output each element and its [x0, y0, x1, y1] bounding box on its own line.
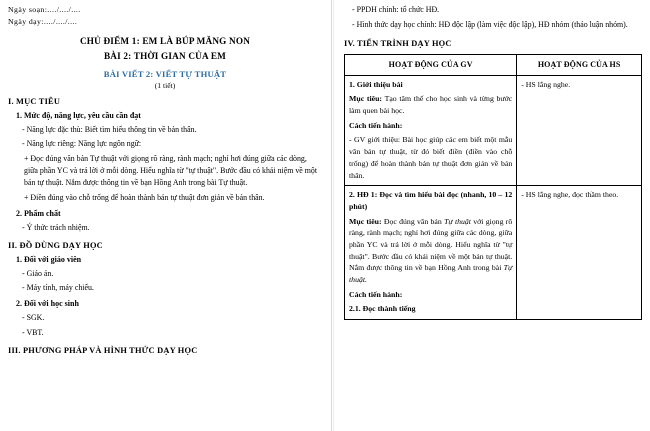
table-header-row: [345, 54, 642, 75]
paragraph-dien-dung-cho-trong: + Điền đúng vào chỗ trống để hoàn thành bản tự thuật đơn giản về bản thân.: [24, 192, 265, 202]
lesson-title: BÀI 2: THỜI GIAN CỦA EM: [103, 50, 227, 61]
table-row: [345, 75, 642, 186]
column-header-gv: HOẠT ĐỘNG CỦA GV: [345, 54, 517, 75]
page-gutter-line: [333, 0, 334, 431]
activity-2-title: 2. HĐ 1: Đọc và tìm hiểu bài đọc (nhanh, 10 – 12 phút): [349, 190, 513, 211]
paragraph-nang-luc-dac-thu: - Năng lực đặc thù: Biết tìm hiểu thông tin về bản thân.: [22, 124, 197, 134]
page-divider: [331, 0, 332, 431]
cell-hs-activity-2: [517, 186, 642, 320]
activity-1-objective: Mục tiêu: Tạo tâm thế cho học sinh và từng bước làm quen bài học.: [349, 94, 513, 116]
cell-hs-activity-1: [517, 75, 642, 186]
topic-title: CHỦ ĐIỂM 1: EM LÀ BÚP MĂNG NON: [79, 35, 251, 46]
header-line-day: Ngày dạy:..../..../....: [8, 17, 78, 27]
paragraph-y-thuc-trach-nhiem: - Ý thức trách nhiệm.: [22, 222, 90, 232]
paragraph-ppdh-chinh: - PPDH chính: tổ chức HĐ.: [352, 5, 440, 14]
activity-2-method-label: Cách tiến hành:: [349, 289, 403, 299]
paragraph-doc-dung-van-ban: + Đọc đúng văn bản Tự thuật với giọng rõ ràng, rành mạch; nghỉ hơi đúng giữa các dòng, giữa phần YC và trả lời ở mỗi dòng. Hiểu nghĩa từ "tự thuật". Bước đầu có khái niệm về một bản tự thuật. Nắm được thông tin về bạn Hồng Anh trong bài Tự thuật.: [24, 154, 318, 187]
teaching-activities-table: [344, 54, 642, 320]
subsection-heading-doi-voi-hoc-sinh: 2. Đối với học sinh: [16, 299, 79, 309]
column-header-hs: HOẠT ĐỘNG CỦA HS: [517, 54, 642, 75]
section-heading-muc-tieu: I. MỤC TIÊU: [8, 96, 61, 106]
subsection-heading-doi-voi-giao-vien: 1. Đối với giáo viên: [16, 254, 82, 264]
activity-2-step-2-1: 2.1. Đọc thành tiếng: [349, 304, 416, 314]
writing-title: BÀI VIẾT 2: VIẾT TỰ THUẬT: [103, 68, 227, 79]
section-heading-phuong-phap: III. PHƯƠNG PHÁP VÀ HÌNH THỨC DẠY HỌC: [8, 345, 198, 355]
activity-1-title: 1. Giới thiệu bài: [349, 79, 403, 89]
cell-gv-activity-2: [345, 186, 517, 320]
paragraph-vbt: - VBT.: [22, 327, 44, 337]
paragraph-giao-an: - Giáo án.: [22, 268, 54, 278]
table-row: [345, 186, 642, 320]
paragraph-may-tinh-may-chieu: - Máy tính, máy chiếu.: [22, 283, 94, 293]
activity-1-hs-step: - HS lắng nghe.: [521, 79, 571, 89]
paragraph-nang-luc-rieng: - Năng lực riêng: Năng lực ngôn ngữ:: [22, 138, 142, 148]
activity-2-hs-step: - HS lắng nghe, đọc thầm theo.: [521, 190, 619, 200]
activity-1-step: - GV giới thiệu: Bài học giúp các em biết một mẫu văn bản tự thuật, từ đó biết điền (điền vào chỗ trống) để hoàn thành bản tự thuật đơn giản về bản thân.: [349, 135, 513, 180]
activity-1-method-label: Cách tiến hành:: [349, 120, 403, 130]
section-heading-tien-trinh-day-hoc: IV. TIẾN TRÌNH DẠY HỌC: [344, 38, 452, 48]
paragraph-sgk: - SGK.: [22, 313, 45, 323]
duration-label: (1 tiết): [154, 80, 176, 90]
right-page-column: [336, 0, 650, 431]
subsection-heading-pham-chat: 2. Phẩm chất: [16, 208, 61, 218]
paragraph-hinh-thuc-day-hoc: - Hình thức dạy học chính: HĐ độc lập (làm việc độc lập), HĐ nhóm (thảo luận nhóm).: [352, 19, 628, 29]
subsection-heading-muc-do: 1. Mức độ, năng lực, yêu cầu cần đạt: [16, 110, 141, 120]
cell-gv-activity-1: [345, 75, 517, 186]
activity-2-objective: Mục tiêu: Đọc đúng văn bản Tự thuật với giọng rõ ràng, rành mạch; nghỉ hơi đúng giữa các dòng, giữa phần YC và trả lời ở mỗi dòng. Hiểu nghĩa từ "tự thuật". Bước đầu có khái niệm về một bản tự thuật. Nắm được thông tin về bạn Hồng Anh trong bài Tự thuật.: [349, 216, 513, 285]
section-heading-do-dung-day-hoc: II. ĐỒ DÙNG DẠY HỌC: [8, 240, 103, 250]
header-line-soan: Ngày soạn:..../..../....: [8, 5, 81, 14]
